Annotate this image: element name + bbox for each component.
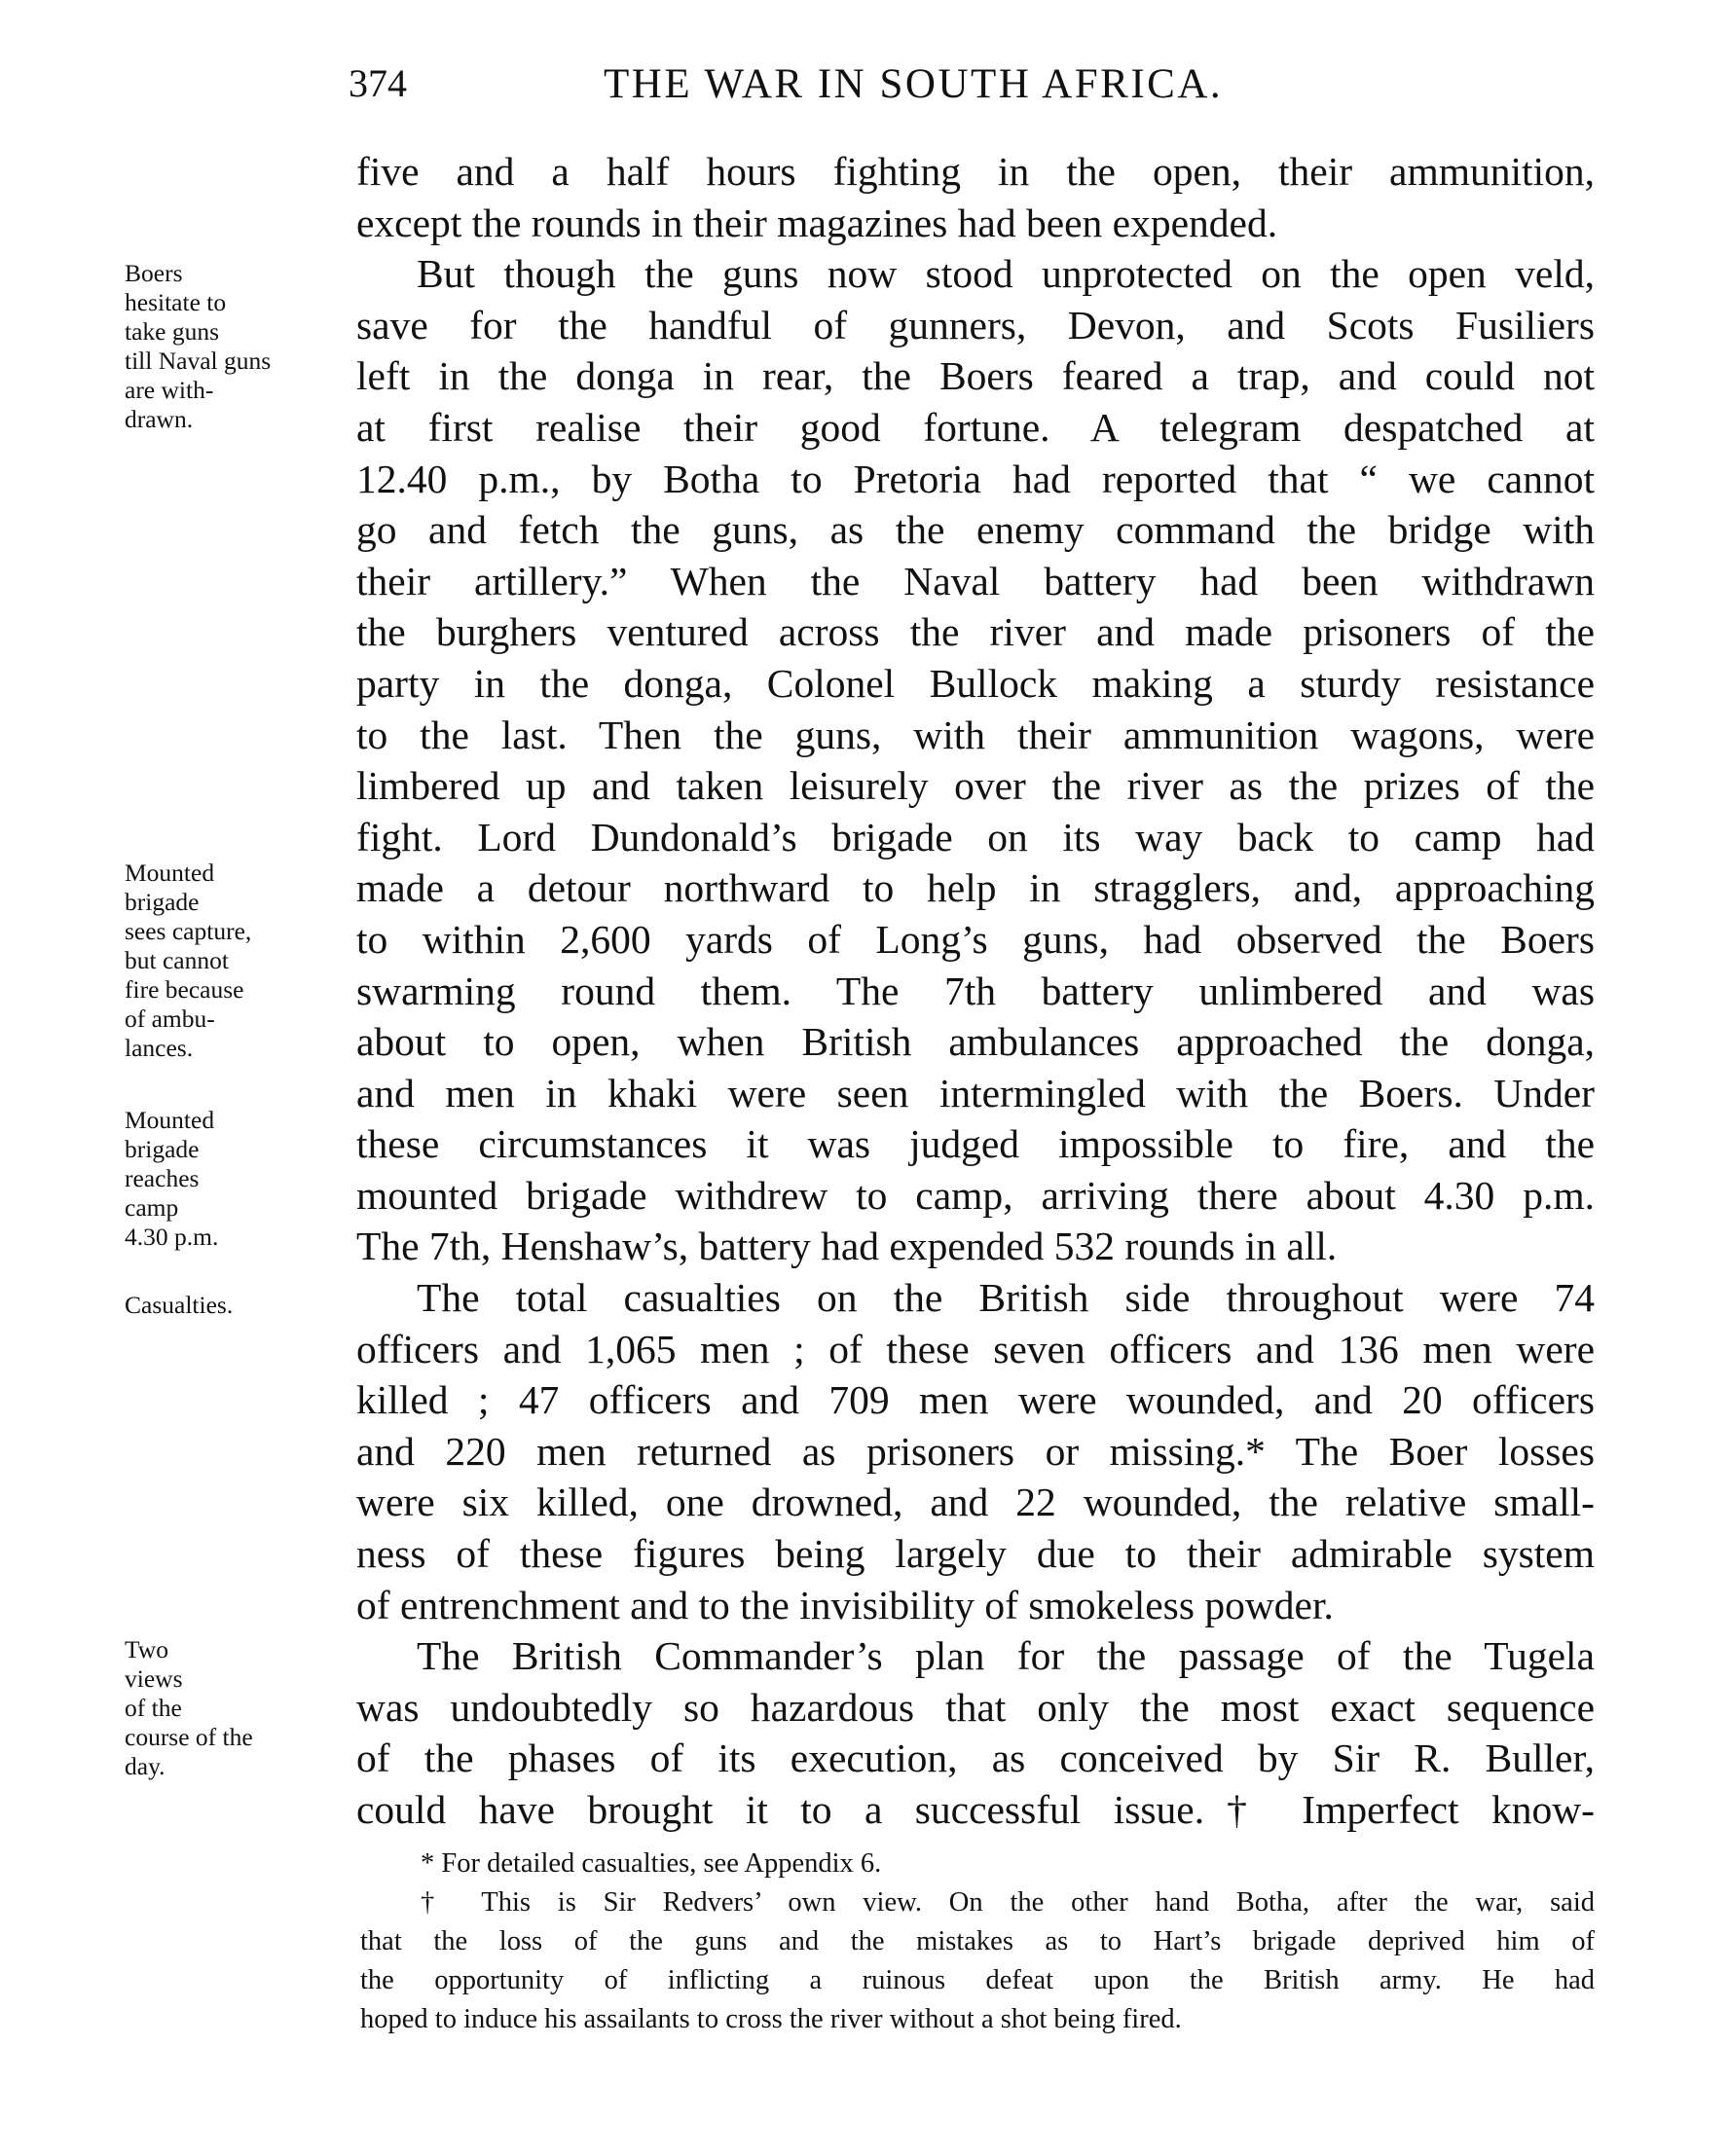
margin-note-line: Mounted: [125, 859, 215, 887]
body-line: The 7th, Henshaw’s, battery had expended 532 rounds in all.: [356, 1224, 1338, 1269]
body-line: killed ; 47 officers and 709 men were wounded, and 20 officers: [356, 1377, 1595, 1423]
margin-note-line: Two: [125, 1635, 168, 1663]
body-line: The total casualties on the British side throughout were 74: [417, 1275, 1595, 1321]
margin-note-line: camp: [125, 1193, 179, 1222]
body-line: mounted brigade withdrew to camp, arriving there about 4.30 p.m.: [356, 1172, 1595, 1218]
body-line: five and a half hours fighting in the open, their ammunition,: [356, 149, 1595, 194]
body-line: and men in khaki were seen intermingled with the Boers. Under: [356, 1070, 1595, 1115]
margin-note-two-views: [125, 1635, 349, 1781]
footnote-redvers-view: † This is Sir Redvers’ own view. On the other hand Botha, after the war, said: [421, 1887, 1595, 1918]
margin-note-line: are with-: [125, 376, 214, 404]
margin-note-line: sees capture,: [125, 917, 252, 945]
body-line: left in the donga in rear, the Boers feared a trap, and could not: [356, 353, 1595, 399]
footnotes: [360, 1845, 1595, 2039]
body-line: The British Commander’s plan for the passage of the Tugela: [417, 1633, 1595, 1679]
footnote-line: the opportunity of inflicting a ruinous defeat upon the British army. He had: [360, 1965, 1595, 1995]
margin-note-line: course of the: [125, 1723, 253, 1751]
margin-note-line: take guns: [125, 317, 220, 346]
body-line: ness of these figures being largely due to their admirable system: [356, 1531, 1595, 1577]
margin-note-line: day.: [125, 1752, 166, 1780]
footnote-line: that the loss of the guns and the mistakes as to Hart’s brigade deprived him of: [360, 1926, 1595, 1956]
margin-note-line: but cannot: [125, 946, 229, 974]
body-line: made a detour northward to help in stragglers, and, approaching: [356, 865, 1595, 911]
body-line: save for the handful of gunners, Devon, and Scots Fusiliers: [356, 302, 1595, 347]
body-line: at first realise their good fortune. A telegram despatched at: [356, 404, 1595, 450]
body-line: about to open, when British ambulances approached the donga,: [356, 1019, 1595, 1065]
margin-note-line: Mounted: [125, 1106, 215, 1134]
body-line: could have brought it to a successful issue.† Imperfect know-: [356, 1787, 1595, 1832]
body-line: limbered up and taken leisurely over the river as the prizes of the: [356, 763, 1595, 809]
body-line: these circumstances it was judged impossible to fire, and the: [356, 1121, 1595, 1167]
body-line: But though the guns now stood unprotected on the open veld,: [417, 251, 1595, 297]
body-line: except the rounds in their magazines had been expended.: [356, 200, 1278, 245]
margin-note-line: 4.30 p.m.: [125, 1223, 219, 1251]
body-line: to the last. Then the guns, with their ammunition wagons, were: [356, 712, 1595, 757]
body-line: swarming round them. The 7th battery unlimbered and was: [356, 968, 1595, 1013]
body-line: and 220 men returned as prisoners or missing.* The Boer losses: [356, 1428, 1595, 1474]
body-line: was undoubtedly so hazardous that only the most exact sequence: [356, 1684, 1595, 1730]
margin-note-casualties: [125, 1291, 349, 1320]
margin-note-line: brigade: [125, 1135, 200, 1163]
body-line: the burghers ventured across the river and made prisoners of the: [356, 609, 1595, 655]
body-text: [356, 146, 1595, 1836]
running-title: THE WAR IN SOUTH AFRICA.: [604, 61, 1224, 107]
margin-note-line: hesitate to: [125, 288, 227, 316]
margin-note-line: reaches: [125, 1164, 200, 1192]
body-line: were six killed, one drowned, and 22 wounded, the relative small-: [356, 1480, 1595, 1525]
margin-note-line: Boers: [125, 259, 183, 287]
margin-note-line: till Naval guns: [125, 347, 272, 375]
footnote-casualties: * For detailed casualties, see Appendix 6.: [421, 1848, 882, 1879]
margin-note-line: drawn.: [125, 405, 194, 433]
page-number: 374: [349, 61, 407, 105]
body-line: of entrenchment and to the invisibility of smokeless powder.: [356, 1582, 1334, 1627]
body-line: officers and 1,065 men ; of these seven officers and 136 men were: [356, 1326, 1595, 1371]
margin-note-mounted-brigade-capture: [125, 859, 349, 1063]
page-header: [349, 60, 1604, 119]
body-line: their artillery.” When the Naval battery had been withdrawn: [356, 558, 1595, 603]
margin-note-line: fire because: [125, 975, 244, 1004]
margin-note-line: of ambu-: [125, 1005, 215, 1033]
body-line: party in the donga, Colonel Bullock making a sturdy resistance: [356, 660, 1595, 706]
margin-note-boers-hesitate: [125, 259, 349, 434]
margin-note-line: brigade: [125, 888, 200, 916]
margin-note-line: lances.: [125, 1034, 194, 1062]
body-line: to within 2,600 yards of Long’s guns, had observed the Boers: [356, 916, 1595, 962]
margin-note-line: Casualties.: [125, 1291, 234, 1319]
body-line: fight. Lord Dundonald’s brigade on its way back to camp had: [356, 814, 1595, 859]
margin-note-line: of the: [125, 1694, 182, 1722]
margin-note-mounted-brigade-camp: [125, 1106, 349, 1252]
body-line: 12.40 p.m., by Botha to Pretoria had reported that “ we cannot: [356, 456, 1595, 501]
footnote-line: hoped to induce his assailants to cross the river without a shot being fired.: [360, 2004, 1182, 2034]
body-line: go and fetch the guns, as the enemy command the bridge with: [356, 507, 1595, 553]
body-line: of the phases of its execution, as conceived by Sir R. Buller,: [356, 1736, 1595, 1781]
margin-note-line: views: [125, 1664, 183, 1693]
